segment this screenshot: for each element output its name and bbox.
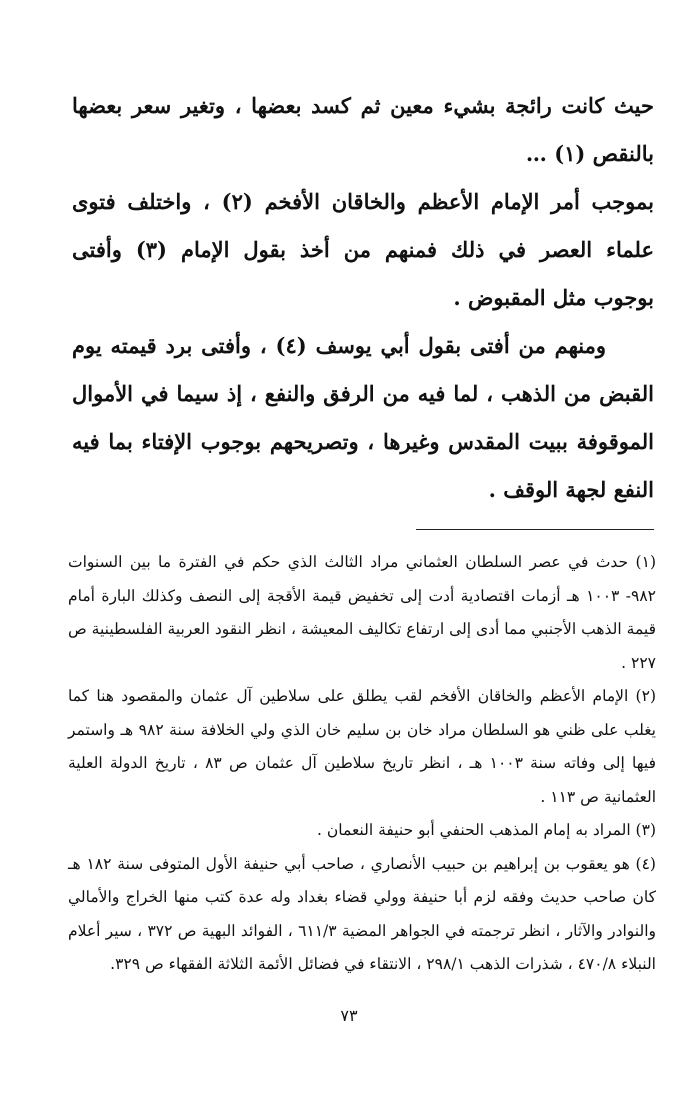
- footnote-1: (١) حدث في عصر السلطان العثماني مراد الثالث الذي حكم في الفترة ما بين السنوات ٩٨٢- ١٠٠٣ هـ أزمات اقتصادية أدت إلى تخفيض قيمة الأقجة إلى النصف وكذلك البارة أمام قيمة الذهب الأجنبي مما أدى إلى ارتفاع تكاليف المعيشة ، انظر النقود العربية الفلسطينية ص ٢٢٧ .: [68, 553, 656, 672]
- main-paragraph-2: بموجب أمر الإمام الأعظم والخاقان الأفخم (٢) ، واختلف فتوى علماء العصر في ذلك فمنهم من أخذ بقول الإمام (٣) وأفتى بوجوب مثل المقبوض .: [72, 189, 655, 310]
- footnotes: [68, 546, 656, 982]
- main-paragraph-3: ومنهم من أفتى بقول أبي يوسف (٤) ، وأفتى برد قيمته يوم القبض من الذهب ، لما فيه من الرفق والنفع ، إذ سيما في الأموال الموقوفة ببيت المقدس وغيرها ، وتصريحهم بوجوب الإفتاء بما فيه النفع لجهة الوقف .: [72, 333, 654, 502]
- footnote-2: (٢) الإمام الأعظم والخاقان الأفخم لقب يطلق على سلاطين آل عثمان والمقصود هنا كما يغلب على ظني هو السلطان مراد خان بن سليم خان الذي ولي الخلافة سنة ٩٨٢ هـ واستمر فيها إلى وفاته سنة ١٠٠٣ هـ ، انظر تاريخ سلاطين آل عثمان ص ٨٣ ، تاريخ الدولة العلية العثمانية ص ١١٣ .: [68, 687, 656, 806]
- main-paragraph-1: حيث كانت رائجة بشيء معين ثم كسد بعضها ، وتغير سعر بعضها بالنقص (١) …: [72, 93, 654, 166]
- footnote-separator: [416, 529, 654, 530]
- main-text: [72, 82, 654, 514]
- page-number: ٧٣: [340, 1006, 358, 1025]
- footnote-4: (٤) هو يعقوب بن إبراهيم بن حبيب الأنصاري ، صاحب أبي حنيفة الأول المتوفى سنة ١٨٢ هـ كان صاحب حديث وفقه لزم أبا حنيفة وولي قضاء بغداد وله عدة كتب منها الخراج والأمالي والنوادر والآثار ، انظر ترجمته في الجواهر المضية ٦١١/٣ ، الفوائد البهية ص ٣٧٢ ، سير أعلام النبلاء ٤٧٠/٨ ، شذرات الذهب ٢٩٨/١ ، الانتقاء في فضائل الأئمة الثلاثة الفقهاء ص ٣٢٩.: [68, 854, 656, 973]
- footnote-3: (٣) المراد به إمام المذهب الحنفي أبو حنيفة النعمان .: [317, 821, 656, 839]
